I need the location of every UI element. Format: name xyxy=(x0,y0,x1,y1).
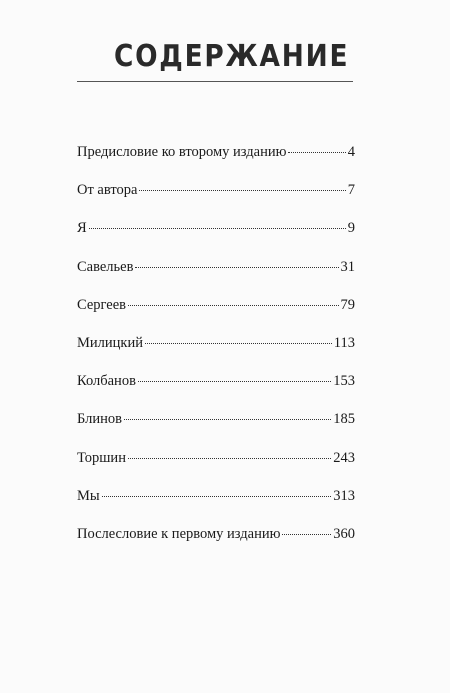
toc-dot-leader xyxy=(135,267,338,268)
page-title: СОДЕРЖАНИЕ xyxy=(113,39,350,74)
toc-page-number: 7 xyxy=(347,182,355,199)
table-of-contents xyxy=(77,143,355,563)
toc-dot-leader xyxy=(288,152,345,153)
toc-page-number: 185 xyxy=(333,411,355,428)
toc-page-number: 153 xyxy=(333,373,355,390)
toc-page-number: 9 xyxy=(347,220,355,237)
toc-entry-title: Я xyxy=(77,220,87,237)
toc-dot-leader xyxy=(282,534,331,535)
contents-header xyxy=(77,38,353,82)
toc-dot-leader xyxy=(89,228,346,229)
toc-page-number: 243 xyxy=(333,449,355,466)
toc-entry xyxy=(77,372,355,410)
toc-entry-title: Торшин xyxy=(77,449,126,466)
toc-page-number: 31 xyxy=(340,258,355,275)
toc-entry-title: Сергеев xyxy=(77,296,127,313)
toc-dot-leader xyxy=(102,496,332,497)
toc-entry-title: Колбанов xyxy=(77,373,136,390)
toc-page-number: 4 xyxy=(347,144,355,160)
toc-entry xyxy=(77,296,355,334)
toc-dot-leader xyxy=(128,458,331,459)
toc-dot-leader xyxy=(128,305,338,306)
toc-entry xyxy=(77,449,355,487)
toc-dot-leader xyxy=(138,381,331,382)
toc-entry-title: Савельев xyxy=(77,258,134,275)
toc-entry xyxy=(77,258,355,296)
toc-entry-title: Блинов xyxy=(77,411,122,428)
toc-dot-leader xyxy=(145,343,332,344)
title-underline xyxy=(77,81,353,82)
toc-entry-title: Мы xyxy=(77,487,100,504)
toc-entry xyxy=(77,334,355,372)
toc-entry-title: Послесловие к первому изданию xyxy=(77,525,281,542)
toc-page-number: 79 xyxy=(340,296,355,313)
toc-entry xyxy=(77,219,355,257)
toc-dot-leader xyxy=(139,190,345,191)
toc-entry-title: Предисловие ко второму изданию xyxy=(77,144,287,160)
toc-entry-title: Милицкий xyxy=(77,334,143,351)
toc-entry-title: От автора xyxy=(77,182,138,199)
toc-page-number: 113 xyxy=(333,334,355,351)
toc-entry xyxy=(77,143,355,181)
toc-page-number: 313 xyxy=(333,487,355,504)
toc-page-number: 360 xyxy=(333,525,355,542)
toc-entry xyxy=(77,525,355,563)
toc-entry xyxy=(77,487,355,525)
toc-dot-leader xyxy=(124,419,331,420)
toc-entry xyxy=(77,410,355,448)
toc-entry xyxy=(77,181,355,219)
